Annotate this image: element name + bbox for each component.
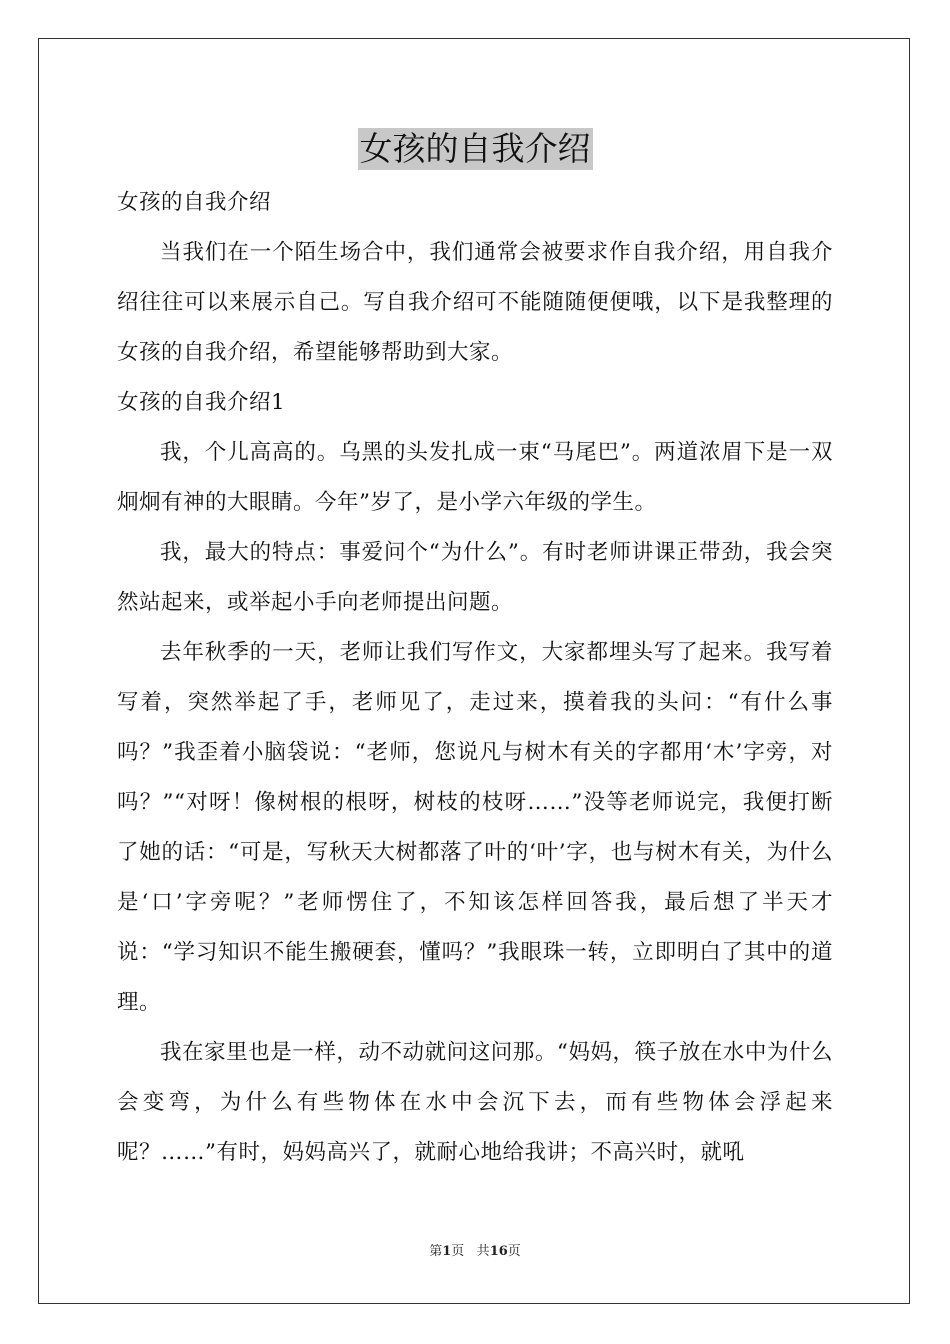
footer-page-suffix: 页 — [451, 1244, 465, 1259]
body-paragraph: 去年秋季的一天，老师让我们写作文，大家都埋头写了起来。我写着写着，突然举起了手，老师见了，走过来，摸着我的头问：“有什么事吗？”我歪着小脑袋说：“老师，您说凡与树木有关的字都用‘木’字旁，对吗？”“对呀！像树根的根呀，树枝的枝呀……”没等老师说完，我便打断了她的话：“可是，写秋天大树都落了叶的‘叶’字，也与树木有关，为什么是‘口’字旁呢？”老师愣住了，不知该怎样回答我，最后想了半天才说：“学习知识不能生搬硬套，懂吗？”我眼珠一转，立即明白了其中的道理。 — [117, 640, 833, 1015]
footer-prefix: 第 — [429, 1244, 443, 1259]
footer-page-number: 1 — [442, 1244, 452, 1259]
footer-total-prefix: 共 — [476, 1244, 490, 1259]
section-heading: 女孩的自我介绍 — [117, 190, 272, 215]
footer-total-suffix: 页 — [507, 1244, 521, 1259]
document-body — [117, 178, 833, 1178]
document-title: 女孩的自我介绍 — [359, 129, 591, 168]
section-heading: 女孩的自我介绍1 — [117, 390, 286, 415]
body-paragraph: 我，最大的特点：事爱问个“为什么”。有时老师讲课正带劲，我会突然站起来，或举起小手向老师提出问题。 — [117, 540, 833, 615]
title-container — [0, 128, 950, 170]
footer-total-pages: 16 — [489, 1244, 508, 1259]
body-paragraph: 当我们在一个陌生场合中，我们通常会被要求作自我介绍，用自我介绍往往可以来展示自己。写自我介绍可不能随随便便哦，以下是我整理的女孩的自我介绍，希望能够帮助到大家。 — [117, 240, 833, 365]
page-footer — [0, 1240, 950, 1259]
body-paragraph: 我，个儿高高的。乌黑的头发扎成一束“马尾巴”。两道浓眉下是一双炯炯有神的大眼睛。今年”岁了，是小学六年级的学生。 — [117, 440, 833, 515]
body-paragraph: 我在家里也是一样，动不动就问这问那。“妈妈，筷子放在水中为什么会变弯，为什么有些物体在水中会沉下去，而有些物体会浮起来呢？……”有时，妈妈高兴了，就耐心地给我讲；不高兴时，就吼 — [117, 1040, 833, 1165]
